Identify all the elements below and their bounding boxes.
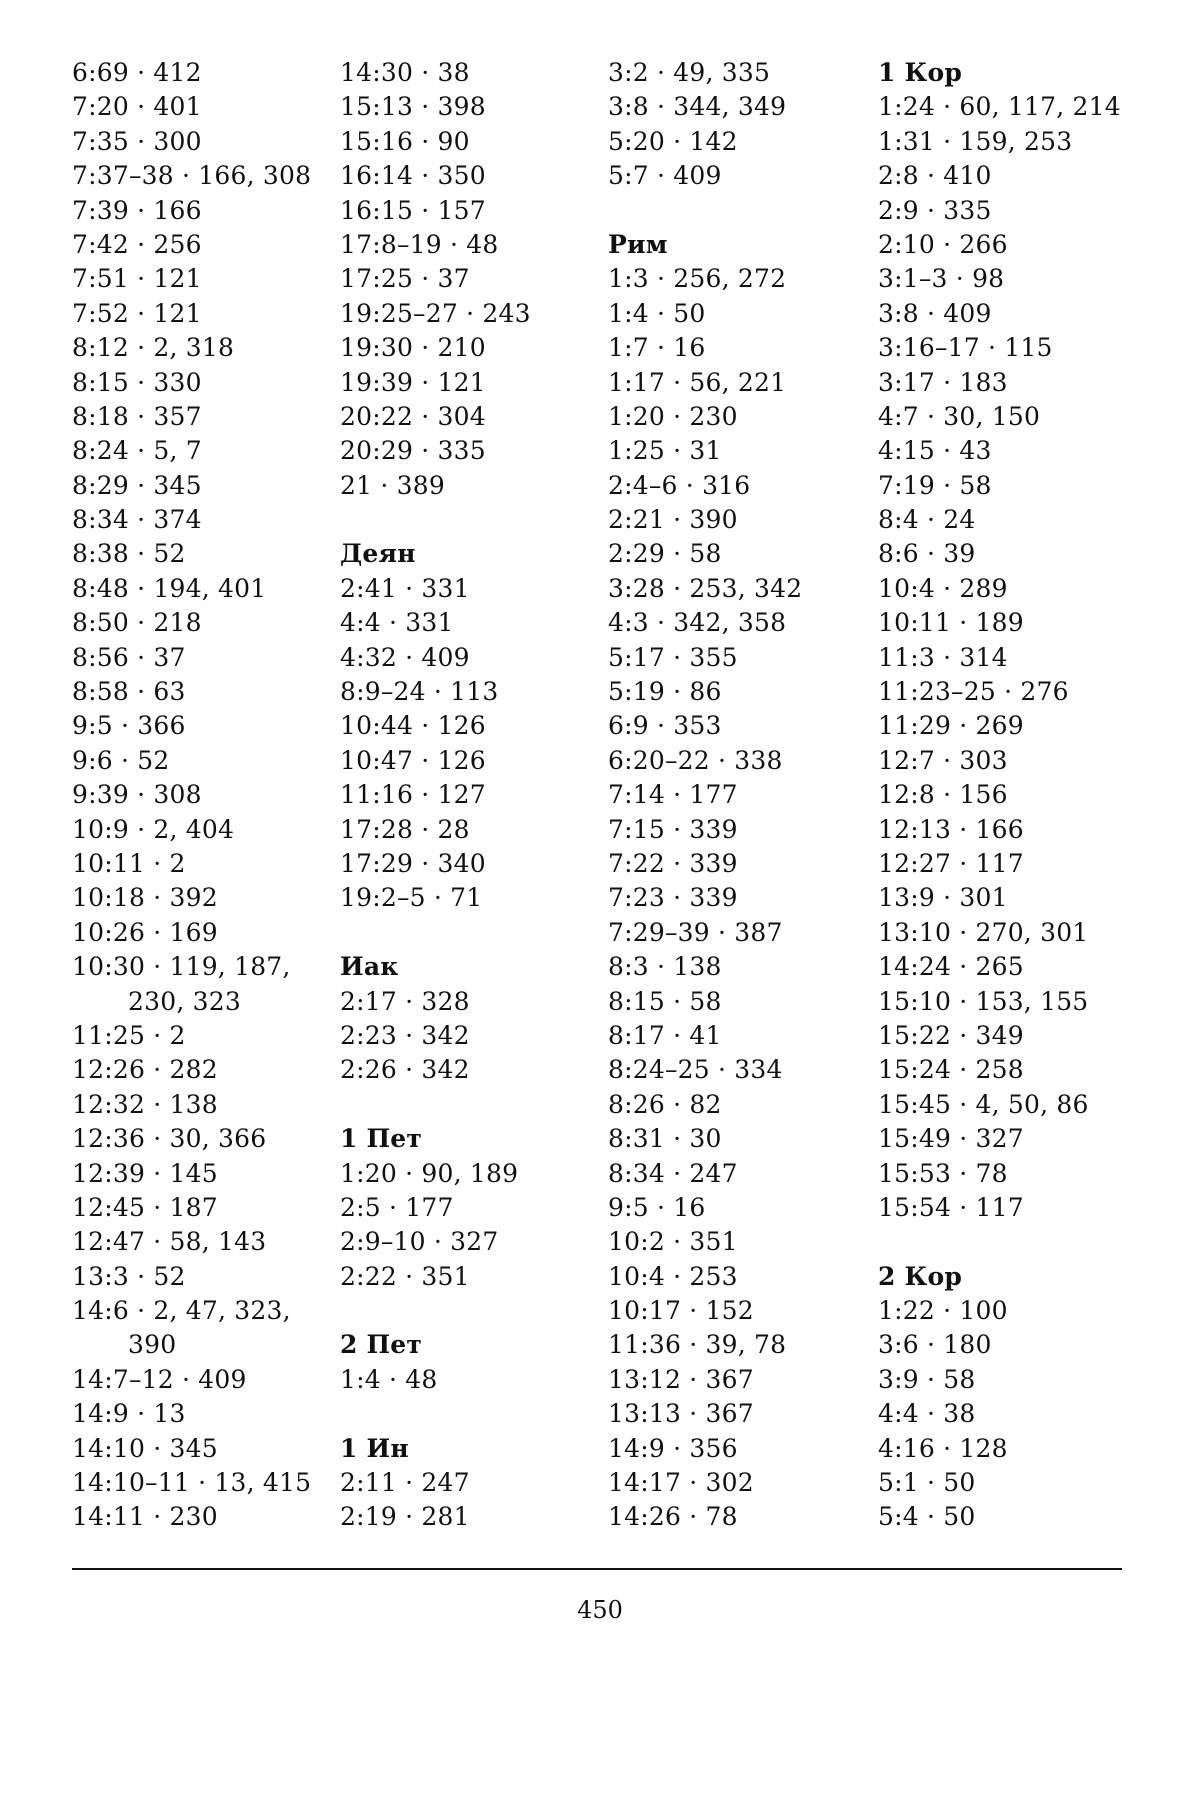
section-spacer — [340, 916, 605, 950]
index-entry: 12:8 · 156 — [878, 780, 1008, 810]
index-entry: 1:4 · 48 — [340, 1364, 438, 1394]
index-entry: 1:7 · 16 — [608, 333, 706, 363]
index-entry: 20:29 · 335 — [340, 436, 486, 466]
index-entry: 390 — [128, 1330, 177, 1360]
index-entry: 8:58 · 63 — [72, 677, 186, 707]
index-entry: 10:18 · 392 — [72, 883, 218, 913]
index-entry: 2:5 · 177 — [340, 1192, 454, 1222]
index-column-3 — [608, 56, 873, 1535]
index-entry: 1:17 · 56, 221 — [608, 367, 787, 397]
index-entry: 14:17 · 302 — [608, 1468, 754, 1498]
index-entry: 2:8 · 410 — [878, 161, 992, 191]
index-entry: 14:11 · 230 — [72, 1502, 218, 1532]
index-entry: 10:11 · 2 — [72, 848, 186, 878]
index-entry: 15:16 · 90 — [340, 126, 470, 156]
index-entry: 4:16 · 128 — [878, 1433, 1008, 1463]
index-entry: 7:35 · 300 — [72, 126, 202, 156]
index-entry: 14:7–12 · 409 — [72, 1364, 247, 1394]
index-entry: 2:19 · 281 — [340, 1502, 470, 1532]
index-entry: 15:13 · 398 — [340, 92, 486, 122]
index-entry: 15:24 · 258 — [878, 1055, 1024, 1085]
index-entry: 10:26 · 169 — [72, 917, 218, 947]
book-heading: 1 Пет — [340, 1124, 423, 1154]
index-entry: 13:13 · 367 — [608, 1399, 754, 1429]
index-entry: 21 · 389 — [340, 470, 445, 500]
index-entry: 7:14 · 177 — [608, 780, 738, 810]
index-entry: 7:29–39 · 387 — [608, 917, 783, 947]
index-entry: 16:15 · 157 — [340, 195, 486, 225]
index-entry: 1:4 · 50 — [608, 298, 706, 328]
index-entry: 5:1 · 50 — [878, 1468, 976, 1498]
index-entry: 19:2–5 · 71 — [340, 883, 483, 913]
index-entry: 14:10–11 · 13, 415 — [72, 1468, 312, 1498]
index-entry: 19:25–27 · 243 — [340, 298, 531, 328]
index-entry: 2:41 · 331 — [340, 573, 470, 603]
index-entry: 4:15 · 43 — [878, 436, 992, 466]
section-spacer — [340, 1397, 605, 1431]
index-entry: 7:52 · 121 — [72, 298, 202, 328]
index-entry: 17:28 · 28 — [340, 814, 470, 844]
index-entry: 10:30 · 119, 187, — [72, 952, 291, 982]
index-entry: 3:9 · 58 — [878, 1364, 976, 1394]
index-entry: 2:9 · 335 — [878, 195, 992, 225]
index-column-1 — [72, 56, 337, 1535]
section-spacer — [340, 1088, 605, 1122]
index-entry: 4:32 · 409 — [340, 642, 470, 672]
index-entry: 11:3 · 314 — [878, 642, 1008, 672]
index-entry: 15:49 · 327 — [878, 1124, 1024, 1154]
index-entry: 5:20 · 142 — [608, 126, 738, 156]
book-heading: 1 Ин — [340, 1433, 409, 1463]
index-entry: 7:20 · 401 — [72, 92, 202, 122]
index-entry: 9:39 · 308 — [72, 780, 202, 810]
index-entry: 8:6 · 39 — [878, 539, 976, 569]
index-entry: 14:26 · 78 — [608, 1502, 738, 1532]
index-entry: 4:4 · 38 — [878, 1399, 976, 1429]
index-entry: 3:28 · 253, 342 — [608, 573, 803, 603]
index-entry: 8:56 · 37 — [72, 642, 186, 672]
index-entry: 8:12 · 2, 318 — [72, 333, 235, 363]
index-entry: 1:22 · 100 — [878, 1296, 1008, 1326]
index-entry: 2:22 · 351 — [340, 1261, 470, 1291]
index-entry: 3:16–17 · 115 — [878, 333, 1053, 363]
index-entry: 10:11 · 189 — [878, 608, 1024, 638]
index-entry: 11:23–25 · 276 — [878, 677, 1069, 707]
index-entry: 12:45 · 187 — [72, 1192, 218, 1222]
index-entry: 1:31 · 159, 253 — [878, 126, 1073, 156]
index-entry: 12:13 · 166 — [878, 814, 1024, 844]
book-heading: Иак — [340, 952, 399, 982]
index-entry: 14:24 · 265 — [878, 952, 1024, 982]
index-entry: 15:53 · 78 — [878, 1158, 1008, 1188]
index-entry: 11:36 · 39, 78 — [608, 1330, 787, 1360]
index-entry: 12:26 · 282 — [72, 1055, 218, 1085]
index-entry: 13:9 · 301 — [878, 883, 1008, 913]
index-entry: 2:10 · 266 — [878, 229, 1008, 259]
section-spacer — [608, 194, 873, 228]
index-entry: 15:54 · 117 — [878, 1192, 1024, 1222]
index-entry: 16:14 · 350 — [340, 161, 486, 191]
section-spacer — [878, 1225, 1178, 1259]
index-entry: 10:4 · 253 — [608, 1261, 738, 1291]
index-entry: 2:4–6 · 316 — [608, 470, 751, 500]
index-entry: 1:3 · 256, 272 — [608, 264, 787, 294]
index-entry: 8:26 · 82 — [608, 1089, 722, 1119]
index-entry: 8:34 · 374 — [72, 505, 202, 535]
index-entry: 7:42 · 256 — [72, 229, 202, 259]
index-entry: 3:2 · 49, 335 — [608, 58, 771, 87]
index-entry: 17:29 · 340 — [340, 848, 486, 878]
index-entry: 9:6 · 52 — [72, 745, 170, 775]
index-entry: 10:47 · 126 — [340, 745, 486, 775]
index-entry: 2:17 · 328 — [340, 986, 470, 1016]
index-entry: 7:39 · 166 — [72, 195, 202, 225]
index-entry: 8:4 · 24 — [878, 505, 976, 535]
footer-rule — [72, 1568, 1122, 1570]
index-entry: 14:9 · 356 — [608, 1433, 738, 1463]
index-entry: 3:17 · 183 — [878, 367, 1008, 397]
index-entry: 8:29 · 345 — [72, 470, 202, 500]
index-entry: 14:9 · 13 — [72, 1399, 186, 1429]
index-entry: 7:15 · 339 — [608, 814, 738, 844]
index-entry: 3:6 · 180 — [878, 1330, 992, 1360]
index-entry: 5:4 · 50 — [878, 1502, 976, 1532]
index-entry: 2:29 · 58 — [608, 539, 722, 569]
index-entry: 10:9 · 2, 404 — [72, 814, 235, 844]
index-entry: 12:47 · 58, 143 — [72, 1227, 267, 1257]
index-entry: 15:22 · 349 — [878, 1020, 1024, 1050]
index-entry: 10:17 · 152 — [608, 1296, 754, 1326]
index-entry: 7:22 · 339 — [608, 848, 738, 878]
index-entry: 9:5 · 16 — [608, 1192, 706, 1222]
index-entry: 4:3 · 342, 358 — [608, 608, 787, 638]
index-entry: 17:25 · 37 — [340, 264, 470, 294]
index-entry: 8:17 · 41 — [608, 1020, 722, 1050]
index-entry: 12:39 · 145 — [72, 1158, 218, 1188]
index-entry: 230, 323 — [128, 986, 241, 1016]
index-entry: 1:24 · 60, 117, 214 — [878, 92, 1121, 122]
index-column-2 — [340, 56, 605, 1535]
index-entry: 5:7 · 409 — [608, 161, 722, 191]
index-entry: 13:3 · 52 — [72, 1261, 186, 1291]
index-entry: 10:4 · 289 — [878, 573, 1008, 603]
index-entry: 1:20 · 90, 189 — [340, 1158, 519, 1188]
scripture-index-columns — [0, 56, 1200, 1556]
index-entry: 3:8 · 409 — [878, 298, 992, 328]
index-entry: 9:5 · 366 — [72, 711, 186, 741]
index-entry: 12:7 · 303 — [878, 745, 1008, 775]
index-entry: 8:24 · 5, 7 — [72, 436, 202, 466]
book-heading: 2 Пет — [340, 1330, 423, 1360]
index-entry: 2:11 · 247 — [340, 1468, 470, 1498]
index-entry: 13:10 · 270, 301 — [878, 917, 1089, 947]
index-entry: 4:4 · 331 — [340, 608, 454, 638]
index-entry: 8:31 · 30 — [608, 1124, 722, 1154]
index-entry: 4:7 · 30, 150 — [878, 401, 1041, 431]
index-entry: 14:30 · 38 — [340, 58, 470, 87]
index-entry: 19:30 · 210 — [340, 333, 486, 363]
index-entry: 5:17 · 355 — [608, 642, 738, 672]
index-entry: 3:1–3 · 98 — [878, 264, 1005, 294]
index-entry: 2:23 · 342 — [340, 1020, 470, 1050]
index-entry: 2:9–10 · 327 — [340, 1227, 499, 1257]
index-entry: 10:44 · 126 — [340, 711, 486, 741]
index-entry: 10:2 · 351 — [608, 1227, 738, 1257]
index-entry: 7:23 · 339 — [608, 883, 738, 913]
index-entry: 6:20–22 · 338 — [608, 745, 783, 775]
index-entry: 14:10 · 345 — [72, 1433, 218, 1463]
index-entry: 19:39 · 121 — [340, 367, 486, 397]
index-entry: 11:25 · 2 — [72, 1020, 186, 1050]
index-entry: 8:18 · 357 — [72, 401, 202, 431]
index-entry: 5:19 · 86 — [608, 677, 722, 707]
index-entry: 8:34 · 247 — [608, 1158, 738, 1188]
index-entry: 14:6 · 2, 47, 323, — [72, 1296, 291, 1326]
book-heading: 2 Кор — [878, 1261, 962, 1291]
index-entry: 8:24–25 · 334 — [608, 1055, 783, 1085]
index-entry: 8:48 · 194, 401 — [72, 573, 267, 603]
index-entry: 12:36 · 30, 366 — [72, 1124, 267, 1154]
index-entry: 7:51 · 121 — [72, 264, 202, 294]
index-entry: 2:21 · 390 — [608, 505, 738, 535]
index-entry: 8:38 · 52 — [72, 539, 186, 569]
index-entry: 8:15 · 58 — [608, 986, 722, 1016]
index-entry: 11:16 · 127 — [340, 780, 486, 810]
index-entry: 11:29 · 269 — [878, 711, 1024, 741]
index-entry: 8:9–24 · 113 — [340, 677, 499, 707]
index-entry: 12:32 · 138 — [72, 1089, 218, 1119]
index-entry: 7:19 · 58 — [878, 470, 992, 500]
index-entry: 8:50 · 218 — [72, 608, 202, 638]
index-entry: 7:37–38 · 166, 308 — [72, 161, 312, 191]
index-entry: 8:15 · 330 — [72, 367, 202, 397]
index-entry: 6:9 · 353 — [608, 711, 722, 741]
section-spacer — [340, 1294, 605, 1328]
index-entry: 2:26 · 342 — [340, 1055, 470, 1085]
index-entry: 12:27 · 117 — [878, 848, 1024, 878]
book-heading: 1 Кор — [878, 58, 962, 87]
index-entry: 15:45 · 4, 50, 86 — [878, 1089, 1089, 1119]
page-number: 450 — [577, 1596, 623, 1624]
index-entry: 20:22 · 304 — [340, 401, 486, 431]
book-heading: Деян — [340, 539, 416, 569]
book-heading: Рим — [608, 229, 668, 259]
index-column-4 — [878, 56, 1178, 1535]
index-entry: 6:69 · 412 — [72, 58, 202, 87]
index-entry: 3:8 · 344, 349 — [608, 92, 787, 122]
index-entry: 17:8–19 · 48 — [340, 229, 499, 259]
index-entry: 1:20 · 230 — [608, 401, 738, 431]
section-spacer — [340, 503, 605, 537]
index-entry: 1:25 · 31 — [608, 436, 722, 466]
index-entry: 13:12 · 367 — [608, 1364, 754, 1394]
index-entry: 8:3 · 138 — [608, 952, 722, 982]
index-entry: 15:10 · 153, 155 — [878, 986, 1089, 1016]
